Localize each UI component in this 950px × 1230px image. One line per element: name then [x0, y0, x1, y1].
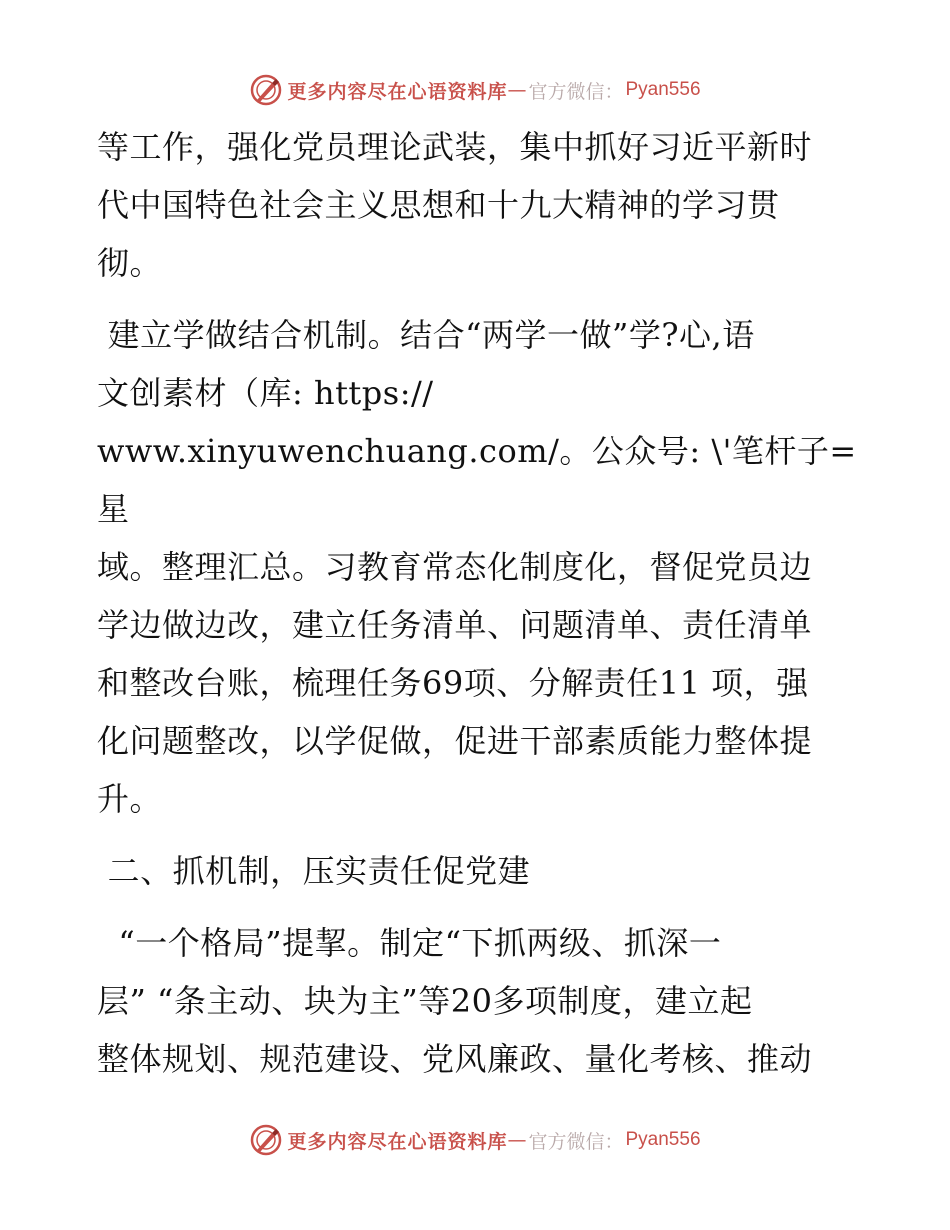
text-line: 等工作，强化党员理论武装，集中抓好习近平新时	[97, 128, 813, 166]
paragraph-2	[97, 306, 857, 828]
text-line: 化问题整改，以学促做，促进干部素质能力整体提	[97, 722, 813, 760]
section-heading: 二、抓机制，压实责任促党建	[97, 852, 531, 890]
watermark-dash: —	[507, 79, 527, 101]
text-line: 和整改台账，梳理任务69项、分解责任11 项，强	[97, 664, 809, 702]
text-line: 升。	[97, 780, 163, 818]
text-line: 代中国特色社会主义思想和十九大精神的学习贯	[97, 186, 780, 224]
paragraph-1	[97, 118, 857, 292]
text-line: 域。整理汇总。习教育常态化制度化，督促党员边	[97, 548, 813, 586]
header-watermark	[0, 70, 950, 110]
text-line: 整体规划、规范建设、党风廉政、量化考核、推动	[97, 1040, 813, 1078]
text-line: “一个格局”提挈。制定“下抓两级、抓深一	[97, 924, 722, 962]
watermark-wechat-label: 官方微信：	[528, 1130, 624, 1153]
pen-logo-icon	[249, 73, 283, 107]
text-line: 建立学做结合机制。结合“两学一做”学?心,语	[97, 316, 755, 354]
document-body	[97, 118, 857, 1088]
text-line: www.xinyuwenchuang.com/。公众号: \'笔杆子=星	[97, 432, 857, 528]
watermark-wechat-label: 官方微信：	[528, 80, 624, 103]
text-line: 学边做边改，建立任务清单、问题清单、责任清单	[97, 606, 813, 644]
text-line: 层” “条主动、块为主”等20多项制度，建立起	[97, 982, 753, 1020]
watermark-wechat-id: Pyan556	[625, 79, 701, 100]
watermark-dash: —	[507, 1129, 527, 1151]
watermark-site-text: 更多内容尽在心语资料库	[287, 80, 508, 103]
watermark-site-text: 更多内容尽在心语资料库	[287, 1130, 508, 1153]
text-line: 文创素材（库: https://	[97, 374, 434, 412]
watermark-wechat-id: Pyan556	[625, 1129, 701, 1150]
text-line: 彻。	[97, 244, 163, 282]
footer-watermark	[0, 1120, 950, 1160]
pen-logo-icon	[249, 1123, 283, 1157]
paragraph-3	[97, 914, 857, 1088]
